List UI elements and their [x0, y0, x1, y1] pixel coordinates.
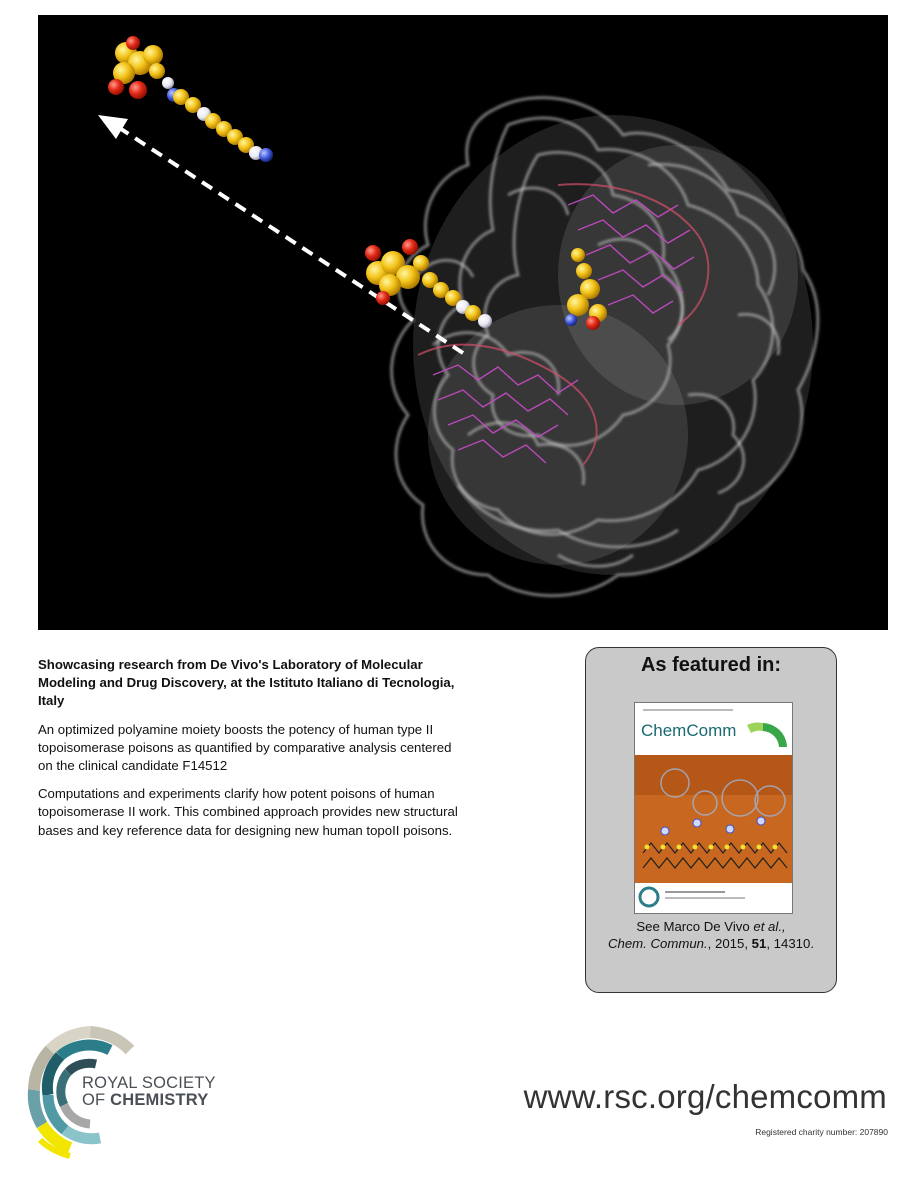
article-title: An optimized polyamine moiety boosts the potency of human type II topoisomerase poisons as quantified by comparative analysis centered on the clinical candidate F14512 — [38, 721, 452, 774]
article-summary: Computations and experiments clarify how potent poisons of human topoisomerase II work. This combined approach provides new structural bases and key reference data for designing new human topoII poisons. — [38, 786, 458, 838]
logo-line2-bold: CHEMISTRY — [110, 1091, 209, 1109]
logo-line2-prefix: OF — [82, 1091, 111, 1109]
rsc-logo[interactable] — [20, 1020, 220, 1160]
journal-url-link[interactable]: www.rsc.org/chemcomm — [523, 1078, 887, 1115]
citation-pages: , 14310. — [766, 936, 814, 951]
citation-authors: See Marco De Vivo — [636, 919, 754, 934]
cover-journal-title: ChemComm — [641, 721, 737, 740]
hero-image — [38, 15, 888, 630]
charity-number: Registered charity number: 207890 — [755, 1127, 888, 1137]
rsc-logo-text — [82, 1075, 216, 1109]
ligand-released — [108, 36, 273, 162]
molecular-render-illustration — [38, 15, 888, 630]
logo-line1: ROYAL SOCIETY — [82, 1074, 216, 1092]
logo-line2 — [82, 1091, 208, 1109]
exit-pathway-arrow — [98, 115, 463, 353]
featured-title: As featured in: — [640, 654, 782, 676]
citation-volume: 51 — [751, 936, 767, 951]
citation-journal: Chem. Commun. — [607, 936, 708, 951]
description-block — [38, 656, 468, 850]
citation[interactable] — [586, 918, 836, 952]
as-featured-box[interactable] — [585, 647, 837, 993]
showcase-heading: Showcasing research from De Vivo's Laboratory of Molecular Modeling and Drug Discovery, at the Istituto Italiano di Tecnologia, Italy — [38, 657, 455, 709]
journal-cover[interactable] — [634, 702, 793, 914]
citation-year: , 2015, — [707, 936, 752, 951]
citation-etal: et al., — [753, 919, 786, 934]
